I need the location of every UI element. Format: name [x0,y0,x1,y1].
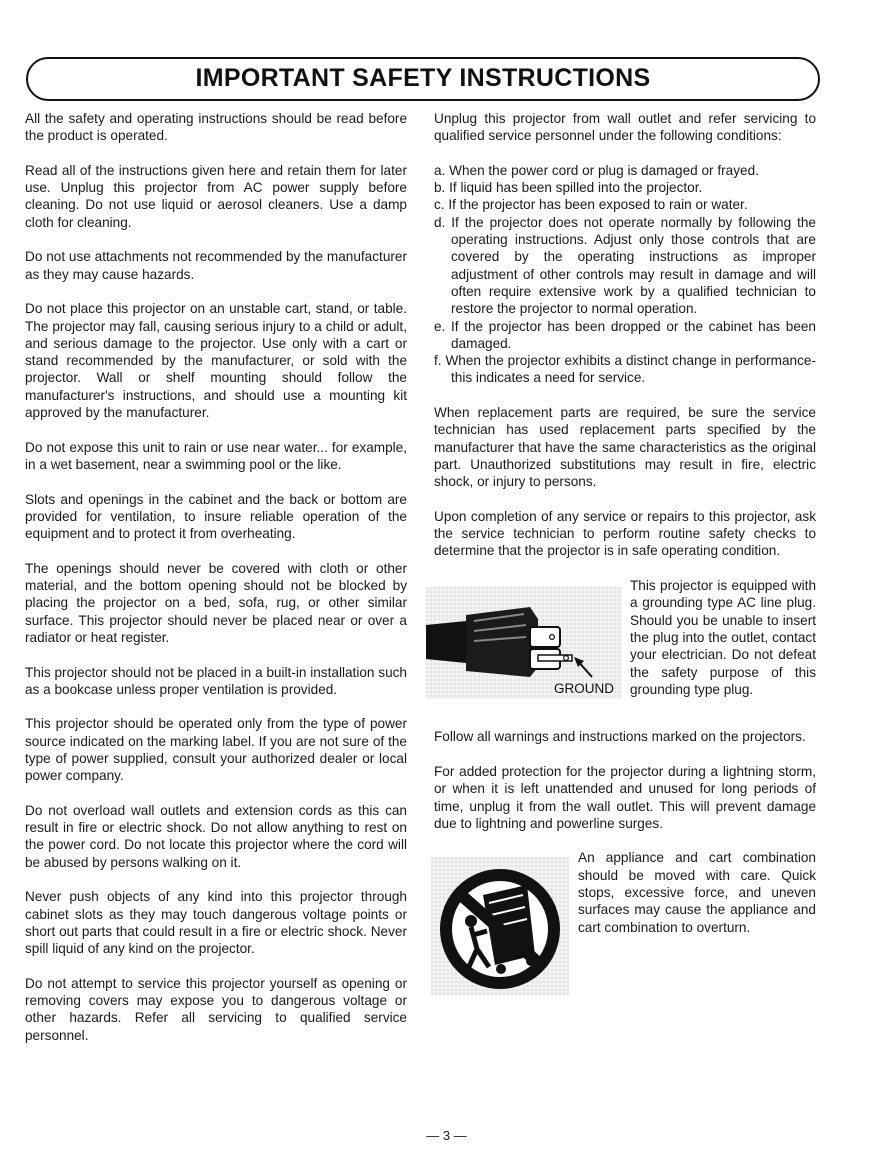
right-column [434,110,816,1017]
cart-warning-text: An appliance and cart combination should be moved with care. Quick stops, excessive force, and uneven surfaces may cause the appliance and cart combination to overturn. [578,850,816,935]
cart-warning-section [434,849,816,999]
list-item: f. When the projector exhibits a distinct change in performance-this indicates a need for service. [434,353,816,386]
paragraph: Do not place this projector on an unstable cart, stand, or table. The projector may fall, causing serious injury to a child or adult, and serious damage to the projector. Use only with a cart or stand recommended by the manufacturer, or sold with the projector. Wall or shelf mounting should follow the manufacturer's instructions, and should use a mounting kit approved by the manufacturer. [25,301,407,421]
paragraph: The openings should never be covered with cloth or other material, and the bottom opening should not be blocked by placing the projector on a bed, sofa, rug, or other similar surface. This projector should never be placed near or over a radiator or heat register. [25,560,407,645]
paragraph: Upon completion of any service or repairs to this projector, ask the service technician to perform routine safety checks to determine that the projector is in safe operating condition. [434,508,816,559]
paragraph: Follow all warnings and instructions marked on the projectors. [434,729,806,745]
list-item: c. If the projector has been exposed to rain or water. [434,197,748,213]
paragraph: Do not overload wall outlets and extension cords as this can result in fire or electric shock. Do not allow anything to rest on the power cord. Do not locate this projector where the cord will be abused by persons walking on it. [25,802,407,870]
paragraph: All the safety and operating instructions should be read before the product is operated. [25,111,407,144]
page-title: IMPORTANT SAFETY INSTRUCTIONS [195,64,651,92]
title-banner [26,57,820,101]
paragraph: When replacement parts are required, be sure the service technician has used replacement parts specified by the manufacturer that have the same characteristics as the original part. Unauthorized substitutions may result in fire, electric shock, or injury to persons. [434,405,816,490]
paragraph: Do not expose this unit to rain or use near water... for example, in a wet basement, near a swimming pool or the like. [25,439,407,472]
page-number: — 3 — [426,1128,467,1143]
list-item: a. When the power cord or plug is damaged or frayed. [434,162,759,178]
list-item: e. If the projector has been dropped or the cabinet has been damaged. [434,318,816,351]
paragraph: Do not attempt to service this projector yourself as opening or removing covers may expose you to dangerous voltage or other hazards. Refer all servicing to qualified service personnel. [25,975,407,1043]
paragraph: Slots and openings in the cabinet and the back or bottom are provided for ventilation, to insure reliable operation of the equipment and to protect it from overheating. [25,491,407,542]
list-item: d. If the projector does not operate normally by following the operating instructions. Adjust only those controls that are covered by the operating instructions as improper adjustment of other controls may result in damage and will often require extensive work by a qualified technician to restore the projector to normal operation. [434,214,816,317]
ground-label: GROUND [554,681,614,697]
grounding-section [434,577,816,711]
paragraph: Never push objects of any kind into this projector through cabinet slots as they may touch dangerous voltage points or short out parts that could result in a fire or electric shock. Never spill liquid of any kind on the projector. [25,889,407,957]
cart-tip-over-warning-icon [431,857,569,995]
service-conditions-list [434,162,816,387]
grounded-plug-illustration [426,587,622,699]
paragraph: This projector should not be placed in a built-in installation such as a bookcase unless proper ventilation is provided. [25,664,407,697]
paragraph: Read all of the instructions given here and retain them for later use. Unplug this projector from AC power supply before cleaning. Do not use liquid or aerosol cleaners. Use a damp cloth for cleaning. [25,162,407,230]
left-column [25,110,407,1061]
list-item: b. If liquid has been spilled into the projector. [434,180,703,196]
grounding-text: This projector is equipped with a grounding type AC line plug. Should you be unable to insert the plug into the outlet, contact your electrician. Do not defeat the safety purpose of this grounding type plug. [630,578,816,697]
paragraph: For added protection for the projector during a lightning storm, or when it is left unattended and unused for long periods of time, unplug it from the wall outlet. This will prevent damage due to lightning and powerline surges. [434,763,816,831]
paragraph: This projector should be operated only from the type of power source indicated on the marking label. If you are not sure of the type of power supplied, consult your authorized dealer or local power company. [25,716,407,784]
paragraph: Do not use attachments not recommended by the manufacturer as they may cause hazards. [25,249,407,282]
paragraph: Unplug this projector from wall outlet and refer servicing to qualified service personnel under the following conditions: [434,111,816,144]
